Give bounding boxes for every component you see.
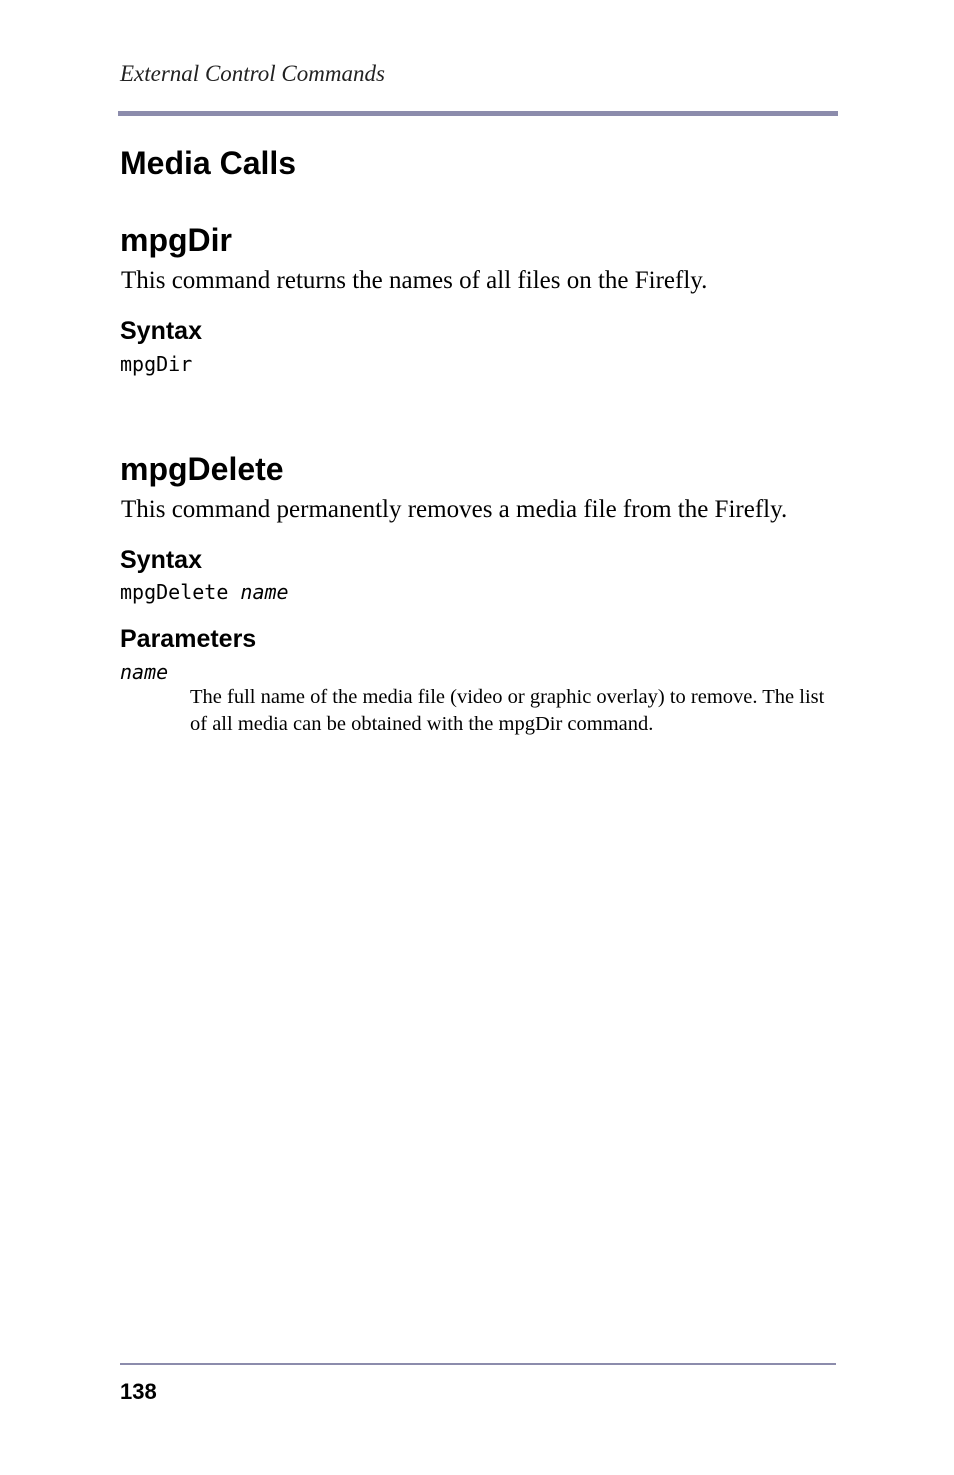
parameters-heading: Parameters — [120, 625, 257, 653]
syntax-code-mpgdir — [120, 352, 192, 376]
command-title-mpgdir: mpgDir — [120, 222, 232, 258]
syntax-command: mpgDelete — [120, 580, 241, 604]
command-description-mpgdir: This command returns the names of all files on the Firefly. — [121, 267, 708, 294]
parameter-name — [120, 660, 168, 684]
page-number: 138 — [120, 1379, 157, 1404]
header-rule — [118, 111, 838, 116]
syntax-command: mpgDir — [120, 352, 193, 376]
syntax-code-mpgdelete — [120, 580, 289, 604]
footer-rule — [120, 1363, 836, 1365]
parameter-name-text: name — [120, 660, 169, 684]
parameter-description: The full name of the media file (video or graphic overlay) to remove. The list of all media can be obtained with the mpgDir command. — [190, 686, 825, 735]
syntax-parameter: name — [240, 580, 289, 604]
running-header: External Control Commands — [120, 61, 385, 86]
command-title-mpgdelete: mpgDelete — [120, 451, 284, 487]
syntax-heading-mpgdelete: Syntax — [120, 546, 202, 574]
command-description-mpgdelete: This command permanently removes a media file from the Firefly. — [121, 496, 788, 523]
syntax-heading-mpgdir: Syntax — [120, 317, 202, 345]
section-title: Media Calls — [120, 145, 297, 181]
